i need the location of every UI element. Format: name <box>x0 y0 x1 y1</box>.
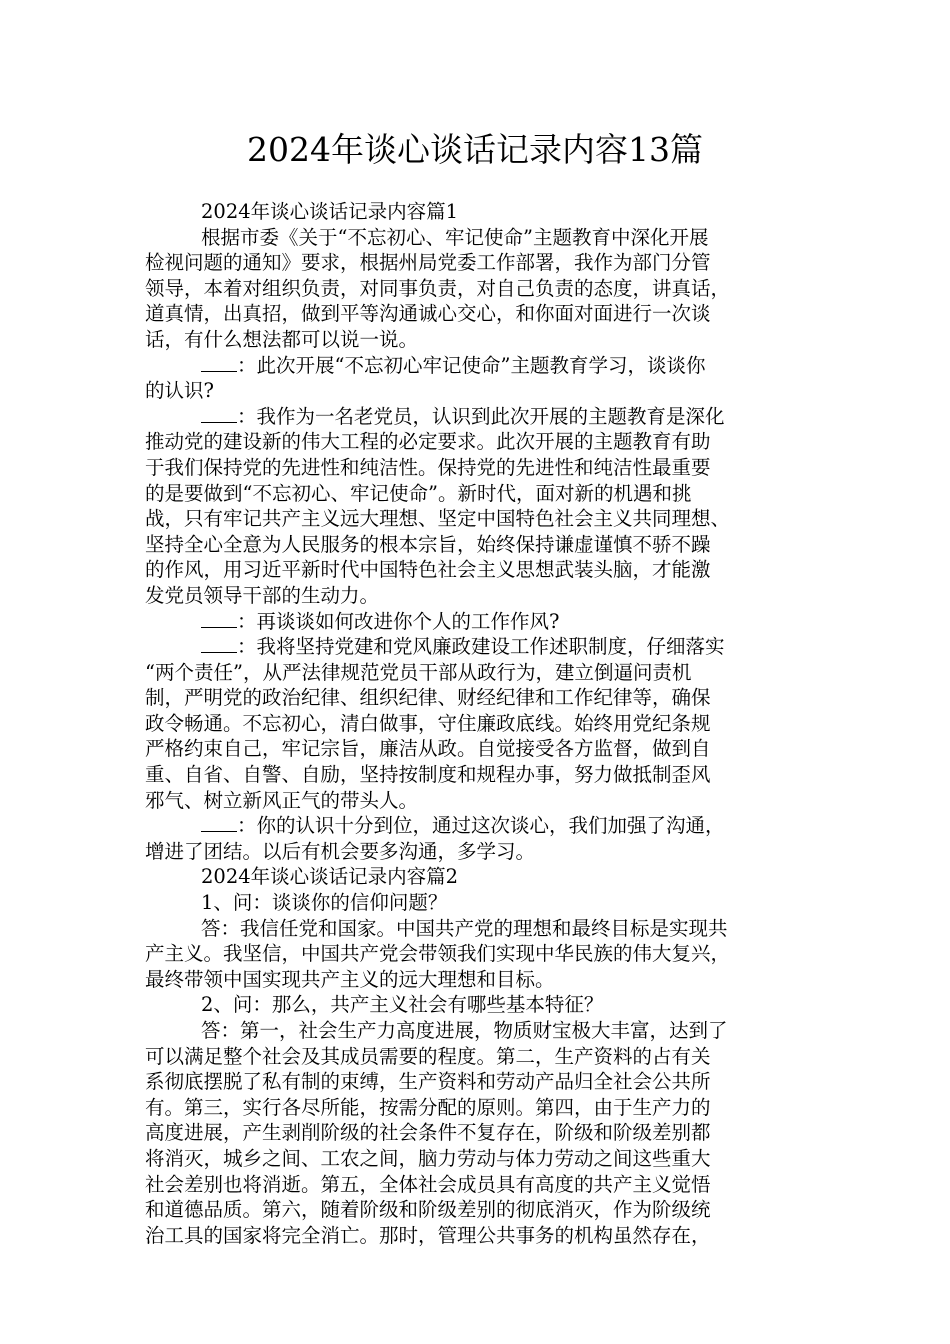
text-line <box>145 916 815 942</box>
line-text: 可以满足整个社会及其成员需要的程度。第二，生产资料的占有关 <box>145 1044 711 1068</box>
line-text: 政令畅通。不忘初心，清白做事，守住廉政底线。始终用党纪条规 <box>145 711 711 735</box>
text-line <box>145 864 815 890</box>
line-text: 最终带领中国实现共产主义的远大理想和目标。 <box>145 967 555 991</box>
speaker-blank <box>201 405 237 423</box>
line-text: 高度进展，产生剥削阶级的社会条件不复存在，阶级和阶级差别都 <box>145 1121 711 1145</box>
line-text: 检视问题的通知》要求，根据州局党委工作部署，我作为部门分管 <box>145 251 711 275</box>
text-line <box>145 788 815 814</box>
text-line <box>145 1018 815 1044</box>
line-text: 于我们保持党的先进性和纯洁性。保持党的先进性和纯洁性最重要 <box>145 455 711 479</box>
text-line <box>145 506 815 532</box>
line-text: 道真情，出真招，做到平等沟通诚心交心，和你面对面进行一次谈 <box>145 302 711 326</box>
line-text: 2024年谈心谈话记录内容篇1 <box>201 200 459 223</box>
line-text: 领导，本着对组织负责，对同事负责，对自己负责的态度，讲真话， <box>145 276 731 300</box>
text-line <box>145 685 815 711</box>
text-line <box>145 813 815 839</box>
line-text: 推动党的建设新的伟大工程的必定要求。此次开展的主题教育有助 <box>145 430 711 454</box>
text-line <box>145 1146 815 1172</box>
text-line <box>145 839 815 865</box>
text-line <box>145 557 815 583</box>
text-line <box>145 1223 815 1249</box>
text-line <box>145 1095 815 1121</box>
line-text: 1、问：谈谈你的信仰问题？ <box>201 891 448 915</box>
line-text: 治工具的国家将完全消亡。那时，管理公共事务的机构虽然存在， <box>145 1223 711 1247</box>
text-line <box>145 481 815 507</box>
line-text: 重、自省、自警、自励，坚持按制度和规程办事，努力做抵制歪风 <box>145 763 711 787</box>
speaker-blank <box>201 354 237 372</box>
line-text: ：我将坚持党建和党风廉政建设工作述职制度，仔细落实 <box>237 635 725 659</box>
text-line <box>145 1172 815 1198</box>
line-text: 2、问：那么，共产主义社会有哪些基本特征？ <box>201 993 604 1017</box>
line-text: 产主义。我坚信，中国共产党会带领我们实现中华民族的伟大复兴， <box>145 942 731 966</box>
text-line <box>145 429 815 455</box>
line-text: 战，只有牢记共产主义远大理想、坚定中国特色社会主义共同理想、 <box>145 507 731 531</box>
line-text: 2024年谈心谈话记录内容篇2 <box>201 865 459 889</box>
text-line <box>145 660 815 686</box>
text-line <box>145 378 815 404</box>
line-text: 的作风，用习近平新时代中国特色社会主义思想武装头脑，才能激 <box>145 558 711 582</box>
line-text: 增进了团结。以后有机会要多沟通，多学习。 <box>145 839 536 863</box>
line-text: 根据市委《关于“不忘初心、牢记使命”主题教育中深化开展 <box>201 225 709 249</box>
text-line <box>145 327 815 353</box>
text-line <box>145 711 815 737</box>
line-text: 的认识? <box>145 379 214 403</box>
text-line <box>145 967 815 993</box>
line-text: 坚持全心全意为人民服务的根本宗旨，始终保持谦虚谨慎不骄不躁 <box>145 532 711 556</box>
line-text: “两个责任”，从严法律规范党员干部从政行为，建立倒逼问责机 <box>145 660 692 684</box>
text-line <box>145 301 815 327</box>
line-text: 严格约束自己，牢记宗旨，廉洁从政。自觉接受各方监督，做到自 <box>145 737 711 761</box>
text-line <box>145 583 815 609</box>
line-text: 有。第三，实行各尽所能，按需分配的原则。第四，由于生产力的 <box>145 1095 711 1119</box>
text-line <box>145 455 815 481</box>
line-text: ：再谈谈如何改进你个人的工作作风? <box>237 609 560 633</box>
text-line <box>145 1069 815 1095</box>
speaker-blank <box>201 635 237 653</box>
document-title: 2024年谈心谈话记录内容13篇 <box>247 130 703 169</box>
text-line <box>145 199 815 225</box>
document-body <box>145 199 815 1248</box>
line-text: ：我作为一名老党员，认识到此次开展的主题教育是深化 <box>237 404 725 428</box>
text-line <box>145 1197 815 1223</box>
text-line <box>145 404 815 430</box>
text-line <box>145 992 815 1018</box>
line-text: 系彻底摆脱了私有制的束缚，生产资料和劳动产品归全社会公共所 <box>145 1070 711 1094</box>
text-line <box>145 762 815 788</box>
line-text: ：你的认识十分到位，通过这次谈心，我们加强了沟通， <box>237 814 725 838</box>
text-line <box>145 276 815 302</box>
line-text: 邪气、树立新风正气的带头人。 <box>145 788 419 812</box>
line-text: ：此次开展“不忘初心牢记使命”主题教育学习，谈谈你 <box>237 353 706 377</box>
text-line <box>145 353 815 379</box>
line-text: 社会差别也将消逝。第五，全体社会成员具有高度的共产主义觉悟 <box>145 1172 711 1196</box>
line-text: 将消灭，城乡之间、工农之间，脑力劳动与体力劳动之间这些重大 <box>145 1146 711 1170</box>
speaker-blank <box>201 814 237 832</box>
text-line <box>145 609 815 635</box>
line-text: 答：我信任党和国家。中国共产党的理想和最终目标是实现共 <box>201 916 728 940</box>
text-line <box>145 1044 815 1070</box>
text-line <box>145 225 815 251</box>
text-line <box>145 1120 815 1146</box>
text-line <box>145 250 815 276</box>
line-text: 制，严明党的政治纪律、组织纪律、财经纪律和工作纪律等，确保 <box>145 686 711 710</box>
line-text: 的是要做到“不忘初心、牢记使命”。新时代，面对新的机遇和挑 <box>145 481 692 505</box>
text-line <box>145 532 815 558</box>
speaker-blank <box>201 610 237 628</box>
line-text: 和道德品质。第六，随着阶级和阶级差别的彻底消灭，作为阶级统 <box>145 1198 711 1222</box>
text-line <box>145 634 815 660</box>
line-text: 发党员领导干部的生动力。 <box>145 583 380 607</box>
line-text: 话，有什么想法都可以说一说。 <box>145 327 419 351</box>
line-text: 答：第一，社会生产力高度进展，物质财宝极大丰富，达到了 <box>201 1019 728 1042</box>
text-line <box>145 890 815 916</box>
text-line <box>145 736 815 762</box>
text-line <box>145 941 815 967</box>
